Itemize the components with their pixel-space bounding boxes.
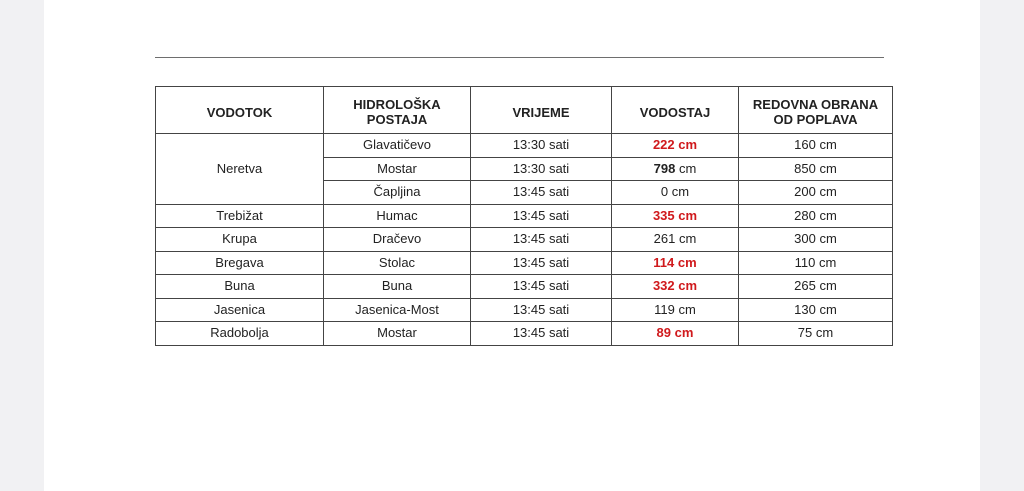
cell-postaja: Čapljina: [324, 181, 471, 205]
table-row: [156, 204, 893, 228]
table-row: [156, 228, 893, 252]
table-header-row: [156, 87, 893, 134]
cell-vrijeme: 13:30 sati: [471, 134, 612, 158]
header-vrijeme: VRIJEME: [471, 87, 612, 134]
cell-vrijeme: 13:45 sati: [471, 228, 612, 252]
cell-vodostaj: 114 cm: [612, 251, 739, 275]
header-vodotok: VODOTOK: [156, 87, 324, 134]
cell-obrana: 110 cm: [739, 251, 893, 275]
cell-obrana: 75 cm: [739, 322, 893, 346]
cell-vodostaj: 222 cm: [612, 134, 739, 158]
cell-postaja: Mostar: [324, 322, 471, 346]
cell-vodotok: Radobolja: [156, 322, 324, 346]
cell-obrana: 850 cm: [739, 157, 893, 181]
cell-postaja: Glavatičevo: [324, 134, 471, 158]
table-row: [156, 251, 893, 275]
cell-vodostaj: 261 cm: [612, 228, 739, 252]
cell-postaja: Jasenica-Most: [324, 298, 471, 322]
horizontal-rule: [155, 57, 884, 58]
water-level-table: [155, 86, 893, 346]
cell-vodostaj: 798 cm: [612, 157, 739, 181]
cell-postaja: Mostar: [324, 157, 471, 181]
table-row: [156, 298, 893, 322]
cell-vrijeme: 13:45 sati: [471, 251, 612, 275]
cell-postaja: Stolac: [324, 251, 471, 275]
document-page: [44, 0, 980, 491]
cell-obrana: 130 cm: [739, 298, 893, 322]
cell-vrijeme: 13:30 sati: [471, 157, 612, 181]
header-vodostaj: VODOSTAJ: [612, 87, 739, 134]
cell-postaja: Buna: [324, 275, 471, 299]
cell-vodostaj: 332 cm: [612, 275, 739, 299]
header-postaja: HIDROLOŠKA POSTAJA: [324, 87, 471, 134]
cell-vodotok: Bregava: [156, 251, 324, 275]
cell-obrana: 265 cm: [739, 275, 893, 299]
cell-vodotok: Trebižat: [156, 204, 324, 228]
cell-vrijeme: 13:45 sati: [471, 322, 612, 346]
cell-vrijeme: 13:45 sati: [471, 204, 612, 228]
cell-obrana: 160 cm: [739, 134, 893, 158]
cell-vrijeme: 13:45 sati: [471, 275, 612, 299]
cell-vrijeme: 13:45 sati: [471, 298, 612, 322]
cell-vodostaj: 0 cm: [612, 181, 739, 205]
cell-vodostaj: 119 cm: [612, 298, 739, 322]
cell-vodostaj: 335 cm: [612, 204, 739, 228]
cell-postaja: Dračevo: [324, 228, 471, 252]
table-row: [156, 322, 893, 346]
table-row: [156, 275, 893, 299]
cell-postaja: Humac: [324, 204, 471, 228]
cell-vodostaj: 89 cm: [612, 322, 739, 346]
cell-vodotok: Jasenica: [156, 298, 324, 322]
cell-obrana: 280 cm: [739, 204, 893, 228]
header-obrana: REDOVNA OBRANA OD POPLAVA: [739, 87, 893, 134]
cell-obrana: 200 cm: [739, 181, 893, 205]
table-row: [156, 134, 893, 158]
cell-obrana: 300 cm: [739, 228, 893, 252]
cell-vodotok: Buna: [156, 275, 324, 299]
cell-vrijeme: 13:45 sati: [471, 181, 612, 205]
cell-vodotok: Krupa: [156, 228, 324, 252]
cell-vodotok: Neretva: [156, 134, 324, 205]
